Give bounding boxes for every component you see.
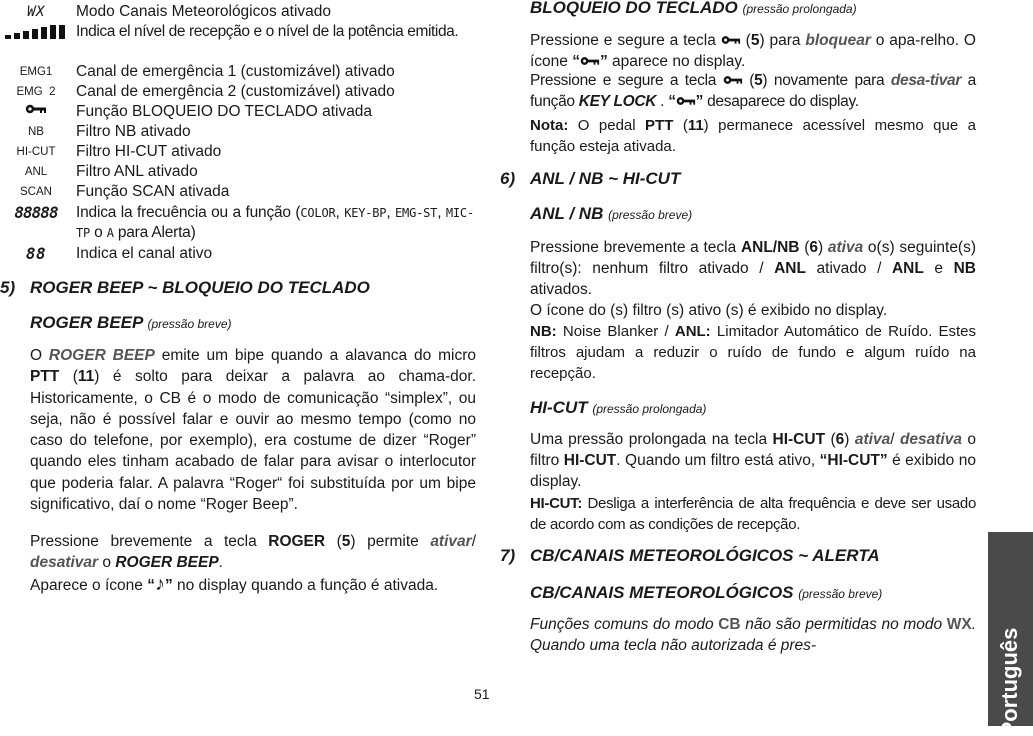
icon-row-anl: ANL Filtro ANL ativado xyxy=(0,162,478,182)
key-icon xyxy=(0,102,72,122)
icon-row-nb: NB Filtro NB ativado xyxy=(0,122,478,142)
signal-bars-icon xyxy=(0,22,72,42)
anl-icon: ANL xyxy=(24,166,48,178)
section-6-heading: 6) ANL / NB ~ HI-CUT xyxy=(500,169,681,188)
icon-row-frequency: 88888 Indica la frecuência ou a função (COLOR, KEY-BP, EMG-ST, MIC-TP o A para Alerta) xyxy=(0,203,478,243)
nb-icon: NB xyxy=(28,126,44,138)
keylock-subheading: BLOQUEIO DO TECLADO (pressão prolongada) xyxy=(530,0,857,17)
key-icon xyxy=(721,34,741,46)
key-icon xyxy=(676,95,696,107)
icon-row-hicut: HI-CUT Filtro HI-CUT ativado xyxy=(0,142,478,162)
roger-beep-subheading: ROGER BEEP (pressão breve) xyxy=(30,313,232,332)
section-7-heading: 7) CB/CANAIS METEOROLÓGICOS ~ ALERTA xyxy=(500,546,880,565)
emg2-icon: EMG 2 xyxy=(16,86,56,98)
roger-toggle-paragraph: Pressione brevemente a tecla ROGER (5) permite ativar/ desativar o ROGER BEEP. xyxy=(30,533,476,571)
wx-icon: WX xyxy=(27,4,45,20)
keylock-paragraph: Pressione e segure a tecla (5) para bloquear o apa-relho. O ícone “ ” aparece no display. xyxy=(530,32,976,70)
hicut-paragraph: Uma pressão prolongada na tecla HI-CUT (6) ativa/ desativa o filtro HI-CUT. Quando um filtro está ativo, “HI-CUT” é exibido no display. xyxy=(530,431,977,490)
icon-row-keylock: Função BLOQUEIO DO TECLADO ativada xyxy=(0,102,478,122)
roger-icon-paragraph: Aparece o ícone “♪” no display quando a função é ativada. xyxy=(30,573,439,595)
language-tab xyxy=(988,532,1033,736)
anl-nb-note: NB: Noise Blanker / ANL: Limitador Automático de Ruído. Estes filtros ajudam a reduzir o ruído de fundo e algum ruído na recepção. xyxy=(530,323,976,382)
icon-row-signal: Indica el nível de recepção e o nível de la potência emitida. xyxy=(0,22,478,62)
key-icon xyxy=(723,74,743,86)
channel-digits-icon: 88 xyxy=(25,244,47,263)
icon-row-scan: SCAN Função SCAN ativada xyxy=(0,182,478,202)
hicut-note: HI-CUT: Desliga a interferência de alta frequência e deve ser usado de acordo com as condições de recepção. xyxy=(530,495,976,533)
key-icon xyxy=(580,55,600,67)
roger-beep-paragraph: O ROGER BEEP emite um bipe quando a alavanca do micro PTT (11) é solto para deixar a palavra ao chama-dor. Historicamente, o CB é o modo de comunicação “simplex”, ou seja, não é possível falar e ouvir ao mesmo tempo (como no caso do telefone, por exemplo), era costume de dizer “Roger” quando eles tinham acabado de falar para avisar o interlocutor que poderia falar. A palavra “Roger“ foi substituída por um bipe significativo, daí o nome “Roger Beep”. xyxy=(30,347,476,514)
weather-paragraph: Funções comuns do modo CB não são permitidas no modo WX. Quando uma tecla não autorizada é pres- xyxy=(530,616,977,654)
scan-icon: SCAN xyxy=(20,186,52,198)
icon-row-emg2: EMG 2 Canal de emergência 2 (customizável) ativado xyxy=(0,82,478,102)
page-number: 51 xyxy=(474,686,490,702)
weather-subheading: CB/CANAIS METEOROLÓGICOS (pressão breve) xyxy=(530,583,883,602)
emg1-icon: EMG1 xyxy=(19,66,53,78)
icon-row-channel: 88 Indica el canal ativo xyxy=(0,244,478,264)
hicut-icon: HI-CUT xyxy=(16,146,56,158)
section-5-heading: 5) ROGER BEEP ~ BLOQUEIO DO TECLADO xyxy=(0,278,370,297)
anl-nb-paragraph: Pressione brevemente a tecla ANL/NB (6) ativa o(s) seguinte(s) filtro(s): nenhum filtro ativado / ANL ativado / ANL e NB ativados. O ícone do (s) filtro (s) ativo (s) é exibido no display. xyxy=(530,239,977,319)
frequency-digits-icon: 88888 xyxy=(14,203,58,222)
language-tab-label: Português xyxy=(997,627,1022,736)
anl-nb-subheading: ANL / NB (pressão breve) xyxy=(530,204,693,223)
icon-row-emg1: EMG1 Canal de emergência 1 (customizável) ativado xyxy=(0,62,478,82)
icon-row-wx: WX Modo Canais Meteorológicos ativado xyxy=(0,2,478,22)
keylock-off-paragraph: Pressione e segure a tecla (5) novamente para desa-tivar a função KEY LOCK . “ ” desaparece do display. xyxy=(530,72,977,110)
note-icon: ♪ xyxy=(154,573,165,595)
hicut-subheading: HI-CUT (pressão prolongada) xyxy=(530,398,707,417)
keylock-note: Nota: O pedal PTT (11) permanece acessível mesmo que a função esteja ativada. xyxy=(530,117,976,155)
